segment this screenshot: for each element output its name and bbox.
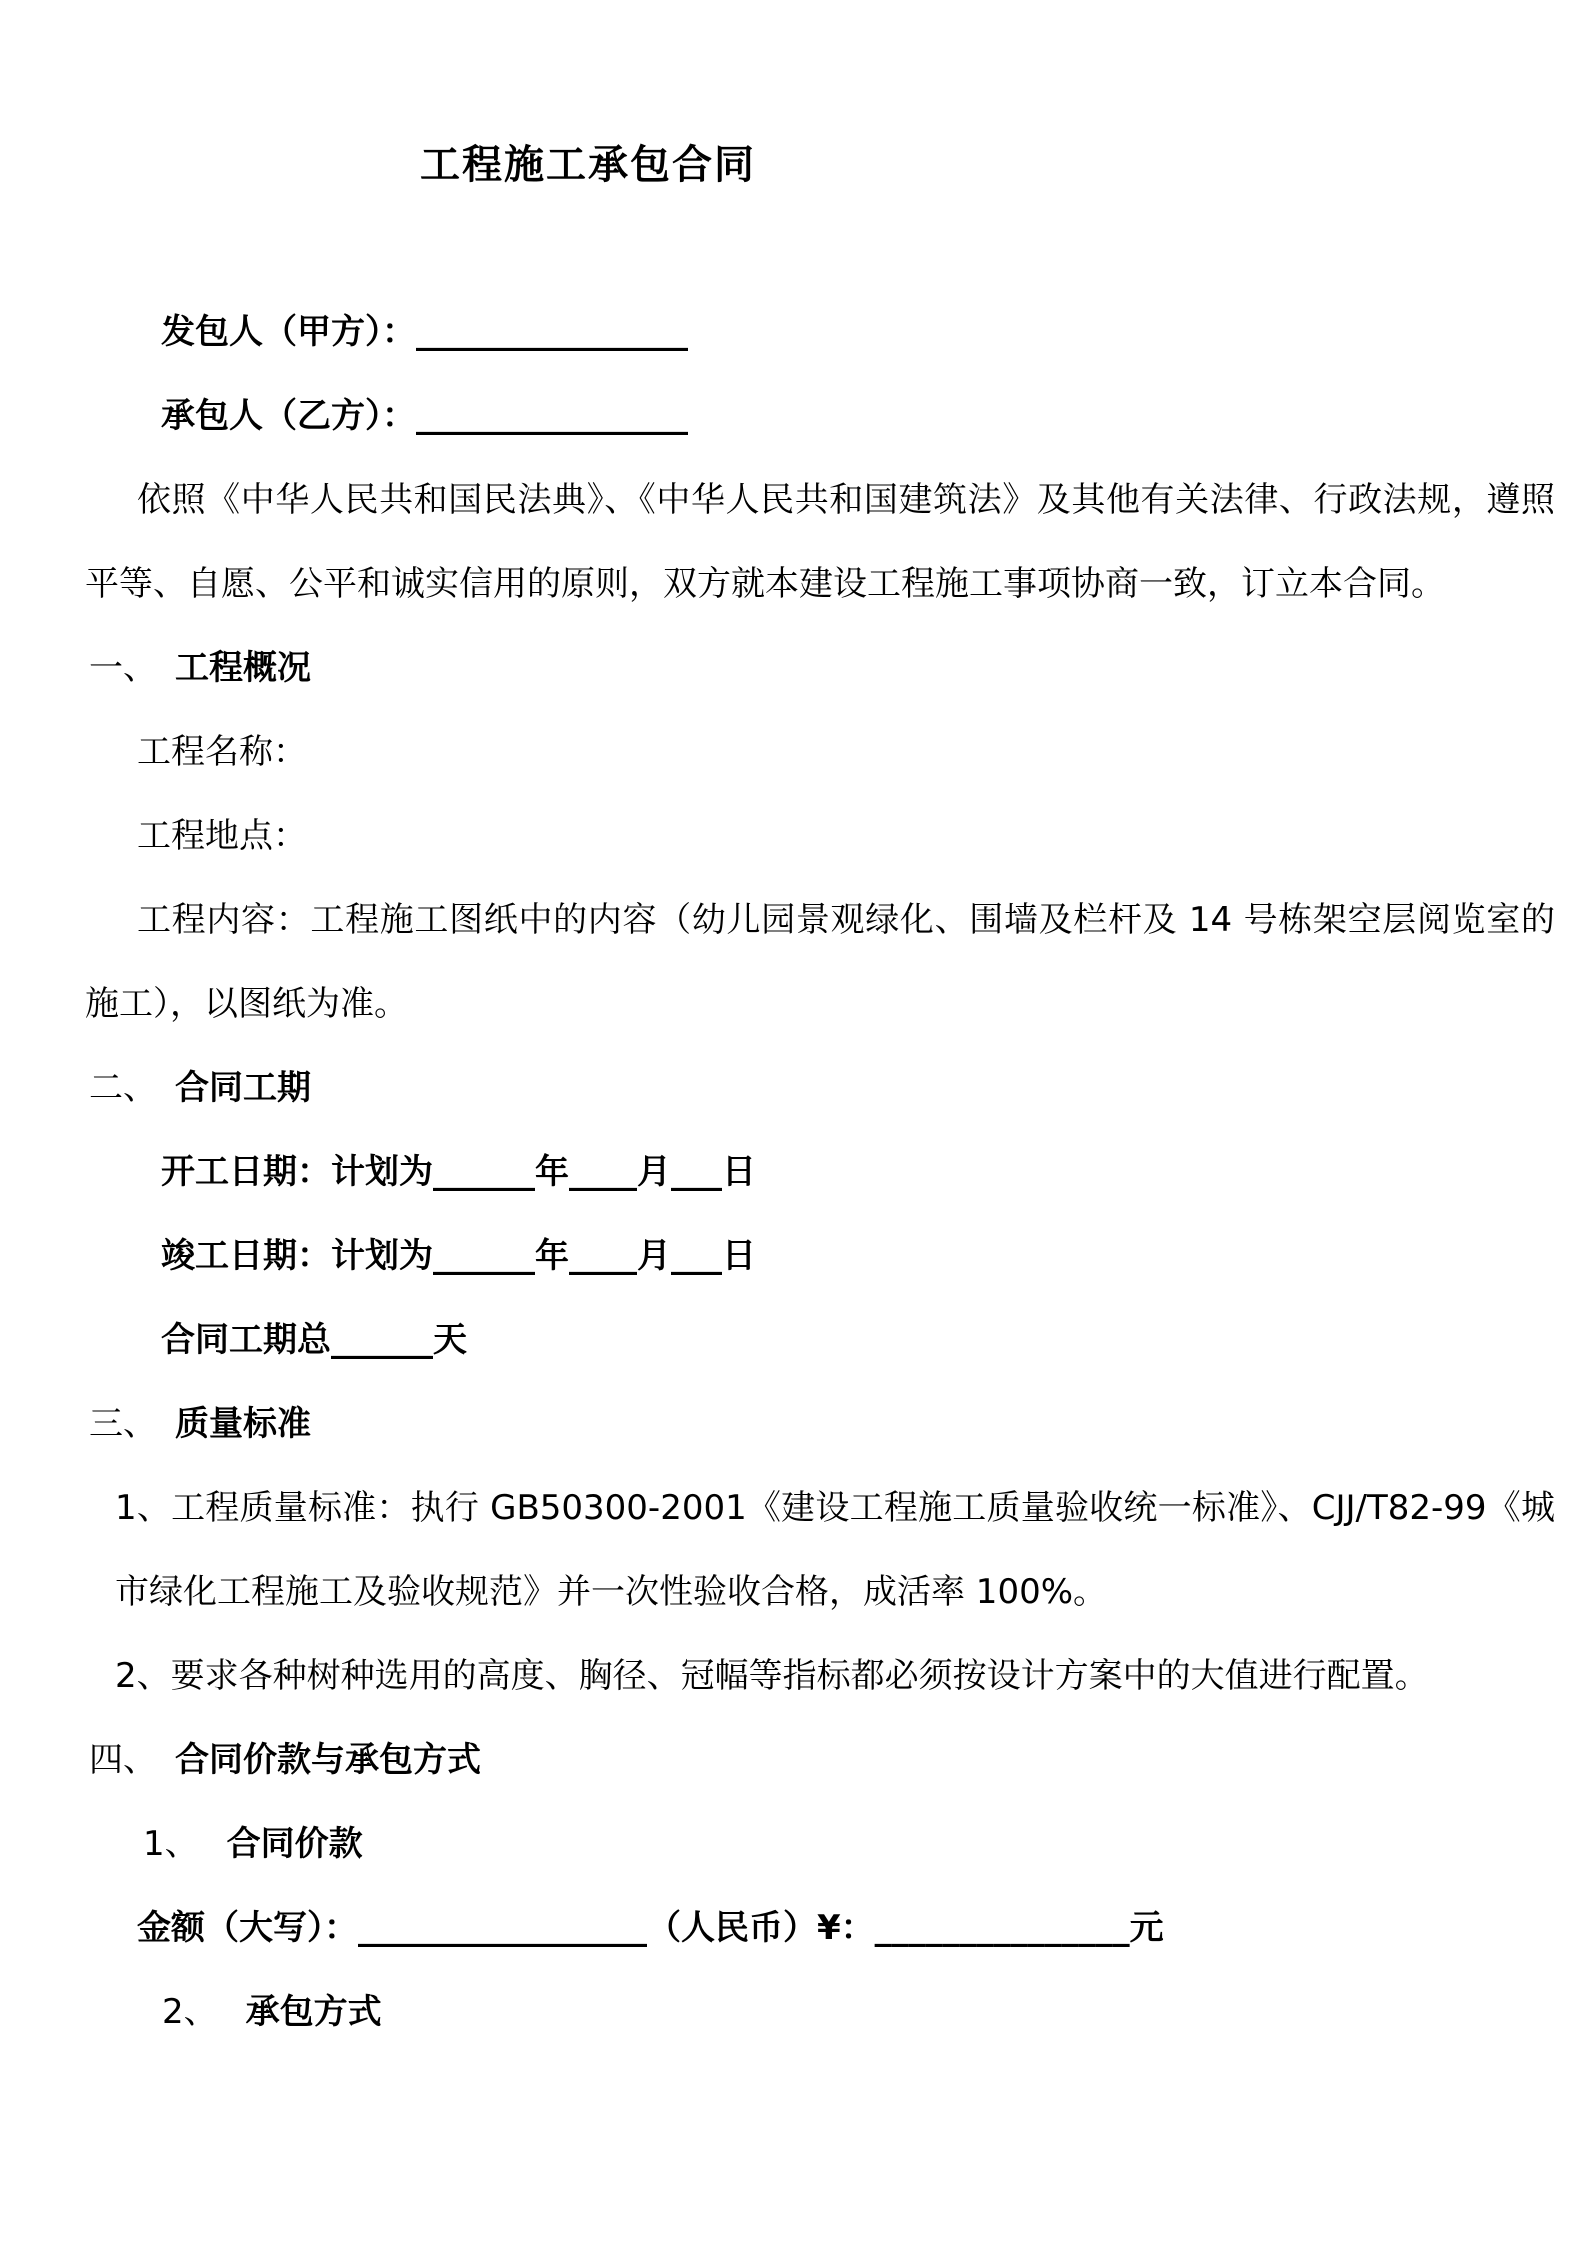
quality-item-1: 1、工程质量标准：执行 GB50300-2001《建设工程施工质量验收统一标准》、CJJ/T82-99《城市绿化工程施工及验收规范》并一次性验收合格，成活率 100%。 bbox=[115, 1488, 1555, 1612]
party-b-label: 承包人（乙方）： bbox=[161, 396, 416, 436]
subitem-contract-price bbox=[85, 1802, 1555, 1886]
subitem-2-number: 2、 bbox=[162, 1992, 218, 2032]
section-3-marker: 三、 bbox=[89, 1404, 157, 1444]
project-site-label: 工程地点： bbox=[137, 816, 307, 856]
section-2-heading bbox=[85, 1046, 1555, 1130]
section-1-heading bbox=[85, 626, 1555, 710]
subitem-1-title: 合同价款 bbox=[226, 1824, 363, 1864]
section-4-heading bbox=[85, 1718, 1555, 1802]
party-b-blank: ________________ bbox=[416, 396, 688, 436]
preamble-paragraph: 依照《中华人民共和国民法典》、《中华人民共和国建筑法》及其他有关法律、行政法规，遵照平等、自愿、公平和诚实信用的原则，双方就本建设工程施工事项协商一致，订立本合同。 bbox=[85, 480, 1555, 604]
party-a-label: 发包人（甲方）： bbox=[161, 312, 416, 352]
document-title: 工程施工承包合同 bbox=[420, 142, 756, 188]
party-a-blank: ________________ bbox=[416, 312, 688, 352]
start-date-line: 开工日期：计划为______年____月___日 bbox=[161, 1152, 756, 1192]
party-b-line bbox=[85, 374, 1555, 458]
section-3-title: 质量标准 bbox=[175, 1404, 311, 1444]
subitem-contract-method bbox=[85, 1970, 1555, 2054]
section-2-marker: 二、 bbox=[89, 1068, 157, 1108]
subitem-2-title: 承包方式 bbox=[245, 1992, 382, 2032]
project-content-paragraph: 工程内容：工程施工图纸中的内容（幼儿园景观绿化、围墙及栏杆及 14 号栋架空层阅览室的施工），以图纸为准。 bbox=[85, 900, 1555, 1024]
section-3-heading bbox=[85, 1382, 1555, 1466]
party-a-line bbox=[85, 290, 1555, 374]
amount-line: 金额（大写）：_________________（人民币）¥：_______________元 bbox=[137, 1908, 1164, 1948]
section-1-marker: 一、 bbox=[89, 648, 157, 688]
section-1-title: 工程概况 bbox=[175, 648, 311, 688]
duration-line: 合同工期总______天 bbox=[161, 1320, 467, 1360]
section-4-title: 合同价款与承包方式 bbox=[175, 1740, 481, 1780]
project-name-label: 工程名称： bbox=[137, 732, 307, 772]
section-4-marker: 四、 bbox=[89, 1740, 157, 1780]
finish-date-line: 竣工日期：计划为______年____月___日 bbox=[161, 1236, 756, 1276]
quality-item-2: 2、要求各种树种选用的高度、胸径、冠幅等指标都必须按设计方案中的大值进行配置。 bbox=[115, 1656, 1429, 1696]
subitem-1-number: 1、 bbox=[143, 1824, 199, 1864]
section-2-title: 合同工期 bbox=[175, 1068, 311, 1108]
